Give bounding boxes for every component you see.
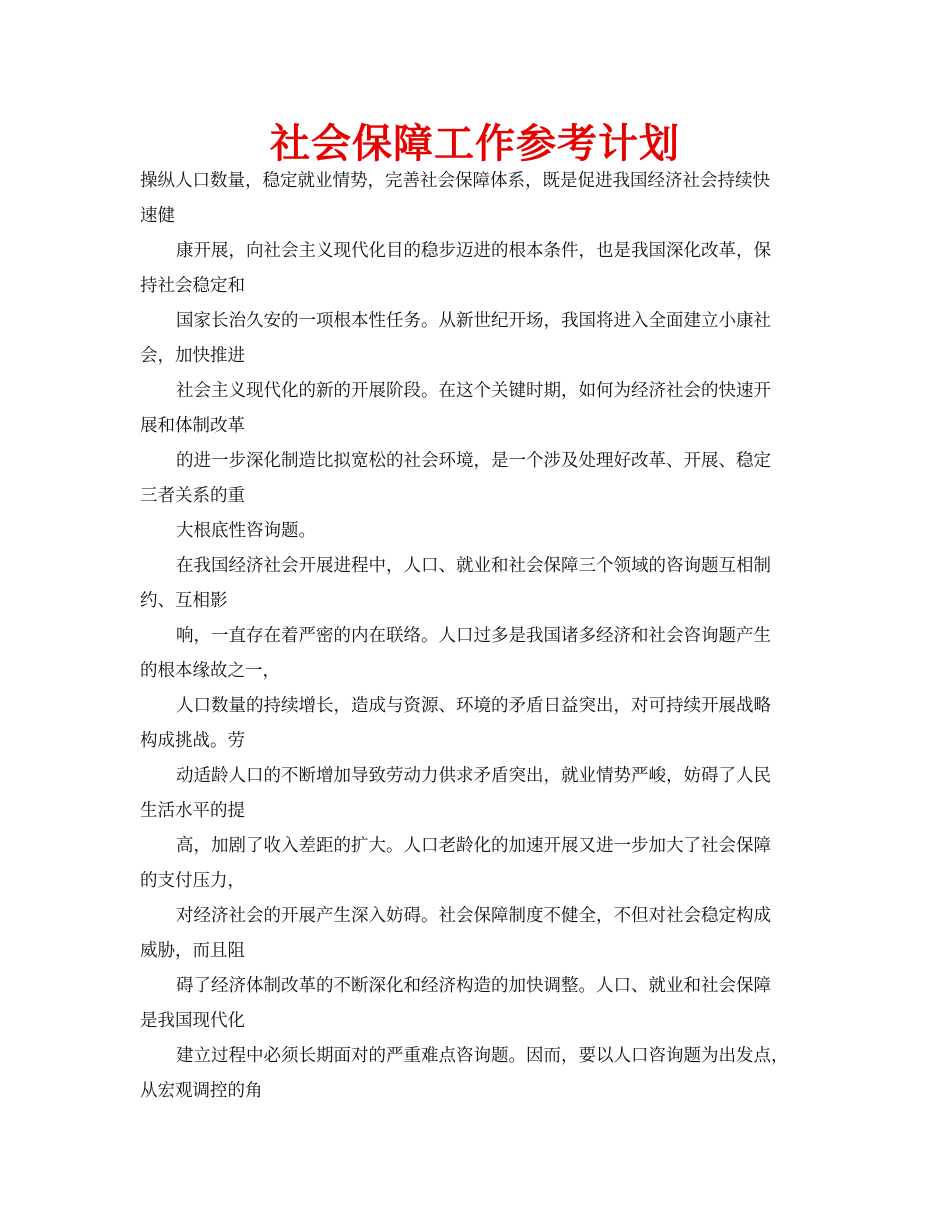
text-line: 威胁，而且阻 xyxy=(140,941,245,961)
text-line: 构成挑战。劳 xyxy=(140,731,245,751)
text-line: 是我国现代化 xyxy=(140,1011,245,1031)
text-line: 的支付压力， xyxy=(140,871,245,891)
text-line: 从宏观调控的角 xyxy=(140,1081,263,1101)
text-line: 动适龄人口的不断增加导致劳动力供求矛盾突出，就业情势严峻，妨碍了人民 xyxy=(176,766,771,786)
text-line: 大根底性咨询题。 xyxy=(176,521,316,541)
text-line: 的根本缘故之一， xyxy=(140,661,280,681)
document-body xyxy=(140,164,820,1109)
document-title: 社会保障工作参考计划 xyxy=(270,120,680,167)
text-line: 持社会稳定和 xyxy=(140,276,245,296)
text-line: 展和体制改革 xyxy=(140,416,245,436)
text-line: 速健 xyxy=(140,206,175,226)
text-line: 约、互相影 xyxy=(140,591,228,611)
text-line: 会，加快推进 xyxy=(140,346,245,366)
text-line: 三者关系的重 xyxy=(140,486,245,506)
text-line: 高，加剧了收入差距的扩大。人口老龄化的加速开展又进一步加大了社会保障 xyxy=(176,836,771,856)
text-line: 响，一直存在着严密的内在联络。人口过多是我国诸多经济和社会咨询题产生 xyxy=(176,626,771,646)
text-line: 对经济社会的开展产生深入妨碍。社会保障制度不健全，不但对社会稳定构成 xyxy=(176,906,771,926)
text-line: 康开展，向社会主义现代化目的稳步迈进的根本条件，也是我国深化改革，保 xyxy=(176,241,771,261)
text-line: 碍了经济体制改革的不断深化和经济构造的加快调整。人口、就业和社会保障 xyxy=(176,976,771,996)
text-line: 操纵人口数量，稳定就业情势，完善社会保障体系，既是促进我国经济社会持续快 xyxy=(140,171,770,191)
text-line: 社会主义现代化的新的开展阶段。在这个关键时期，如何为经济社会的快速开 xyxy=(176,381,771,401)
text-line: 的进一步深化制造比拟宽松的社会环境，是一个涉及处理好改革、开展、稳定 xyxy=(176,451,771,471)
text-line: 生活水平的提 xyxy=(140,801,245,821)
text-line: 建立过程中必须长期面对的严重难点咨询题。因而，要以人口咨询题为出发点， xyxy=(176,1046,789,1066)
text-line: 人口数量的持续增长，造成与资源、环境的矛盾日益突出，对可持续开展战略 xyxy=(176,696,771,716)
text-line: 在我国经济社会开展进程中，人口、就业和社会保障三个领域的咨询题互相制 xyxy=(176,556,771,576)
text-line: 国家长治久安的一项根本性任务。从新世纪开场，我国将进入全面建立小康社 xyxy=(176,311,771,331)
